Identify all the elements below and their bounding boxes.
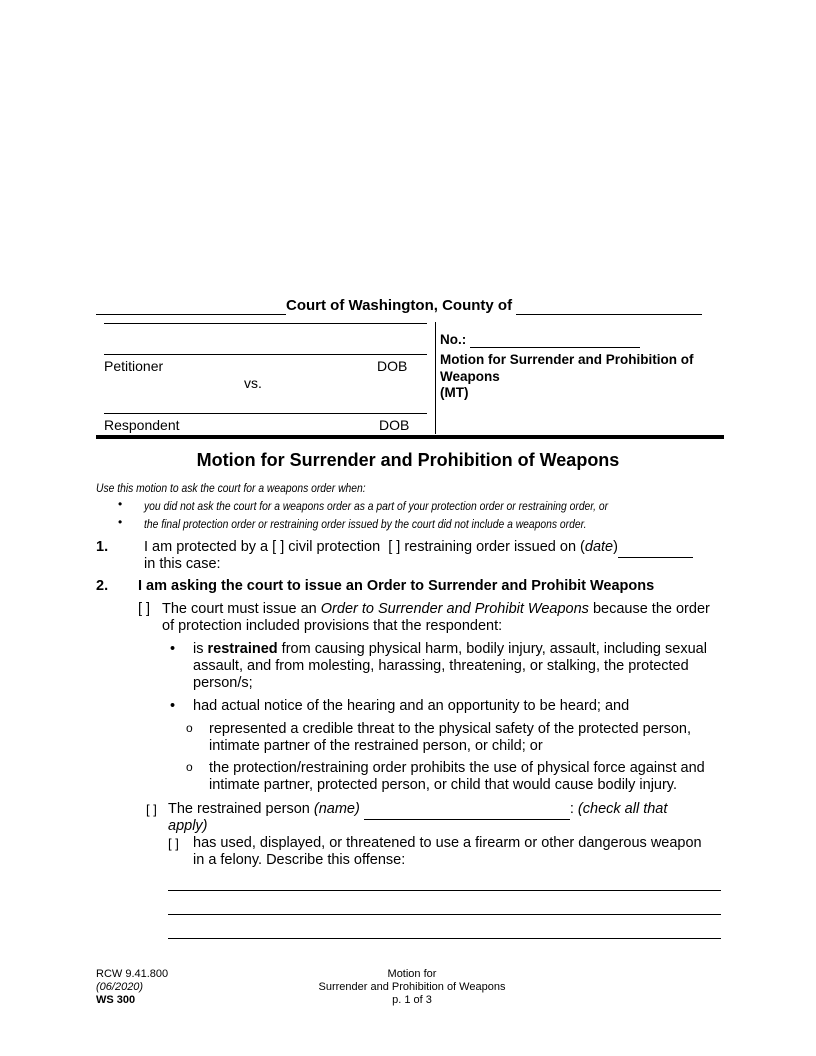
footer-form-title-1: Motion for	[387, 968, 437, 980]
case-number-field[interactable]	[470, 332, 640, 348]
section-1-line-2: in this case:	[144, 556, 221, 572]
describe-offense-line-1[interactable]	[168, 890, 721, 891]
caption-case-info	[436, 322, 724, 434]
restrained-bold: restrained	[207, 641, 278, 657]
bullet-icon: •	[170, 641, 176, 657]
section-1-number: 1.	[96, 539, 109, 555]
bullet-icon: •	[118, 515, 123, 529]
describe-offense-line-3[interactable]	[168, 938, 721, 939]
section-2-heading: I am asking the court to issue an Order to Surrender and Prohibit Weapons	[138, 578, 655, 594]
footer-page-number: p. 1 of 3	[392, 994, 432, 1006]
section-1-line-1	[144, 539, 693, 558]
intro-lead: Use this motion to ask the court for a weapons order when:	[96, 481, 366, 495]
civil-protection-label: civil protection	[288, 539, 381, 555]
check-all-hint-line-2	[168, 818, 208, 836]
credible-threat-line-2: intimate partner of the restrained person, or child; or	[209, 738, 543, 754]
intro-bullet-1: you did not ask the court for a weapons order as a part of your protection order or restraining order, or	[144, 499, 609, 513]
form-title-block	[440, 352, 722, 402]
check-all-hint: (check all that	[577, 801, 668, 817]
footer-center	[262, 968, 562, 1007]
must-issue-text-b: because the order	[592, 601, 710, 617]
court-heading	[96, 297, 722, 315]
close-paren: )	[613, 539, 618, 555]
must-issue-line-2: of protection included provisions that the respondent:	[162, 618, 503, 634]
restrained-bullet-line-1	[193, 641, 707, 659]
credible-threat-line-1: represented a credible threat to the physical safety of the protected person,	[209, 721, 692, 737]
restraining-order-label: restraining order issued on (	[404, 539, 585, 555]
restrained-bullet-line-2: assault, and from molesting, harassing, threatening, or stalking, the protected	[193, 658, 689, 674]
footer-date: (06/2020)	[96, 981, 144, 993]
petitioner-name-line[interactable]	[104, 323, 427, 324]
section-2-number: 2.	[96, 578, 109, 594]
petitioner-signature-line[interactable]	[104, 354, 427, 355]
caption-form-code: (MT)	[440, 385, 469, 400]
prohibits-force-line-2: intimate partner, protected person, or child that would cause bodily injury.	[209, 777, 678, 793]
restrained-person-name-field[interactable]	[364, 801, 570, 820]
must-issue-line-1	[162, 601, 710, 619]
restraining-order-checkbox[interactable]: [ ]	[388, 539, 401, 555]
footer-rcw: RCW 9.41.800	[96, 968, 169, 980]
versus-label: vs.	[244, 375, 262, 391]
prohibits-force-line-1: the protection/restraining order prohibits the use of physical force against and	[209, 760, 705, 776]
case-number-row	[440, 332, 640, 348]
case-number-label: No.:	[440, 332, 467, 347]
respondent-name-line[interactable]	[104, 413, 427, 414]
firearm-felony-line-1: has used, displayed, or threatened to use a firearm or other dangerous weapon	[193, 835, 702, 851]
caption-divider	[96, 435, 724, 439]
firearm-felony-checkbox[interactable]: [ ]	[168, 836, 179, 851]
petitioner-dob-label: DOB	[377, 358, 408, 374]
restrained-person-line-1	[168, 801, 667, 820]
order-name-italic: Order to Surrender and Prohibit Weapons	[320, 601, 589, 617]
restrained-bullet-line-3: person/s;	[193, 675, 253, 691]
page-title: Motion for Surrender and Prohibition of Weapons	[196, 450, 620, 470]
restrained-text-a: is	[193, 641, 204, 657]
circle-bullet-icon: o	[186, 760, 193, 774]
firearm-felony-line-2: in a felony. Describe this offense:	[193, 852, 406, 868]
colon: :	[569, 801, 574, 817]
name-hint: (name)	[313, 801, 360, 817]
restrained-person-text: The restrained person	[168, 801, 310, 817]
apply-hint: apply)	[168, 818, 208, 834]
describe-offense-line-2[interactable]	[168, 914, 721, 915]
footer-form-title-2: Surrender and Prohibition of Weapons	[318, 981, 506, 993]
bullet-icon: •	[170, 698, 176, 714]
circle-bullet-icon: o	[186, 721, 193, 735]
section-1-text: I am protected by a	[144, 539, 269, 555]
court-heading-text: Court of Washington, County of	[286, 297, 513, 314]
county-name-blank[interactable]	[516, 297, 702, 315]
must-issue-text-a: The court must issue an	[162, 601, 317, 617]
order-date-field[interactable]	[618, 539, 693, 558]
caption-parties	[96, 322, 436, 434]
civil-protection-checkbox[interactable]: [ ]	[272, 539, 285, 555]
respondent-dob-label: DOB	[379, 417, 410, 433]
footer-form-id: WS 300	[96, 994, 136, 1006]
must-issue-checkbox[interactable]: [ ]	[138, 601, 151, 617]
intro-bullet-2: the final protection order or restraining order issued by the court did not include a weapons order.	[144, 517, 587, 531]
footer-left	[96, 968, 168, 1007]
caption-form-title: Motion for Surrender and Prohibition of Weapons	[440, 352, 694, 384]
respondent-label: Respondent	[104, 417, 180, 433]
petitioner-label: Petitioner	[104, 358, 164, 374]
restrained-person-checkbox[interactable]: [ ]	[146, 802, 157, 817]
court-name-blank[interactable]	[96, 297, 286, 315]
restrained-text-b: from causing physical harm, bodily injury, assault, including sexual	[281, 641, 707, 657]
date-hint: date	[584, 539, 614, 555]
bullet-icon: •	[118, 497, 123, 511]
case-caption	[96, 322, 724, 440]
notice-bullet: had actual notice of the hearing and an opportunity to be heard; and	[193, 698, 630, 714]
